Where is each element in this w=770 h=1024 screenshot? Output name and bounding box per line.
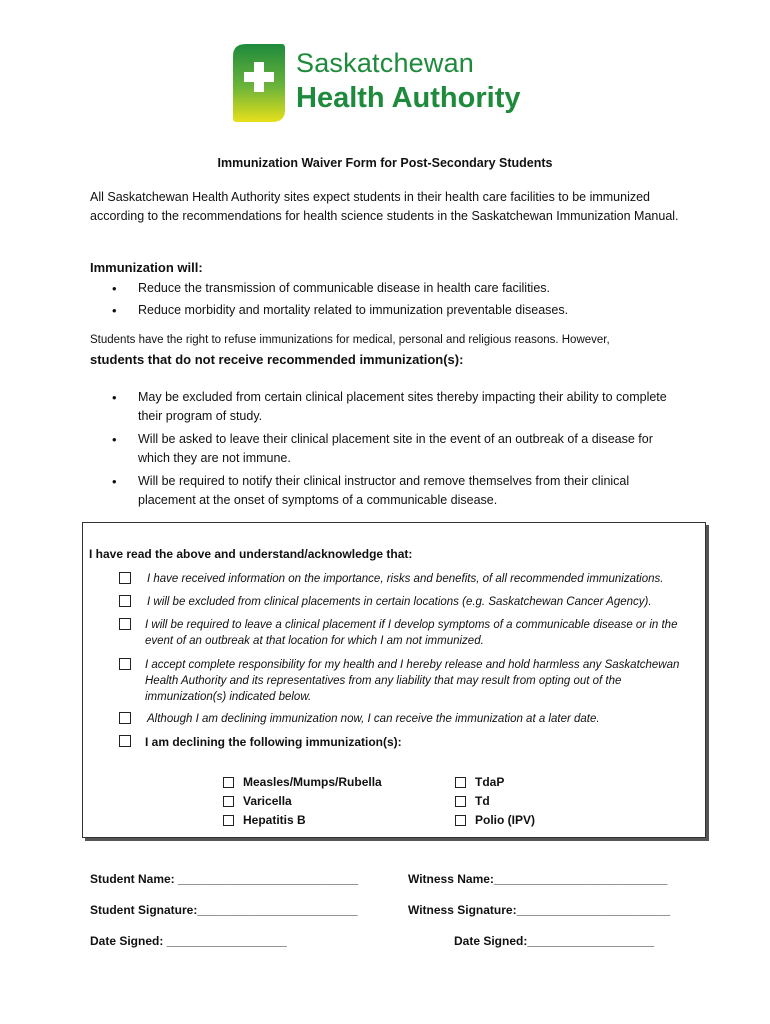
- immunization-checkbox-td[interactable]: [455, 796, 466, 807]
- ack-text: I will be required to leave a clinical placement if I develop symptoms of a communicable disease or in the event of an outbreak at that location for which I am not immunized.: [145, 619, 678, 647]
- sha-shield-cross-icon: [232, 42, 286, 124]
- witness-signature-field[interactable]: Witness Signature:_______________________: [408, 903, 671, 917]
- logo-text-health-authority: Health Authority: [296, 82, 521, 114]
- refusal-consequences-heading: students that do not receive recommended immunization(s):: [90, 352, 464, 367]
- list-item: • Reduce morbidity and mortality related to immunization preventable diseases.: [112, 301, 568, 320]
- witness-date-signed-field[interactable]: Date Signed:___________________: [454, 934, 655, 948]
- ack-text: I will be excluded from clinical placements in certain locations (e.g. Saskatchewan Cancer Agency).: [147, 596, 652, 608]
- immunization-label: Varicella: [243, 794, 292, 808]
- witness-name-field[interactable]: Witness Name:__________________________: [408, 872, 668, 886]
- immunization-options-left: [223, 773, 382, 830]
- immunization-option-tdap: [455, 773, 535, 792]
- immunization-checkbox-polio[interactable]: [455, 815, 466, 826]
- ack-text: Although I am declining immunization now, I can receive the immunization at a later date.: [147, 713, 600, 725]
- immunization-option-td: [455, 792, 535, 811]
- intro-paragraph: All Saskatchewan Health Authority sites expect students in their health care facilities to be immunized according to the recommendations for health science students in the Saskatchewan Immunization Manual.: [90, 190, 679, 223]
- ack-checkbox-responsibility[interactable]: [119, 658, 131, 670]
- list-item: • Will be asked to leave their clinical placement site in the event of an outbreak of a disease for which they are not immune.: [112, 430, 672, 468]
- ack-checkbox-excluded[interactable]: [119, 595, 131, 607]
- student-name-field[interactable]: Student Name: ___________________________: [90, 872, 359, 886]
- immunization-option-varicella: [223, 792, 382, 811]
- immunization-label: Td: [475, 794, 490, 808]
- immunization-checkbox-hepatitis-b[interactable]: [223, 815, 234, 826]
- student-signature-field[interactable]: Student Signature:________________________: [90, 903, 358, 917]
- acknowledgement-box: [82, 522, 706, 838]
- immunization-label: Hepatitis B: [243, 813, 306, 827]
- refusal-rights-text: Students have the right to refuse immunizations for medical, personal and religious reasons. However,: [90, 334, 610, 346]
- sha-logo: [232, 42, 532, 128]
- logo-text-saskatchewan: Saskatchewan: [296, 48, 475, 78]
- ack-text: I am declining the following immunization(s):: [145, 735, 402, 749]
- list-item: • Will be required to notify their clinical instructor and remove themselves from their clinical placement at the onset of symptoms of a communicable disease.: [112, 472, 672, 510]
- immunization-option-hepatitis-b: [223, 811, 382, 830]
- list-item: • Reduce the transmission of communicable disease in health care facilities.: [112, 279, 568, 298]
- immunization-will-heading: Immunization will:: [90, 260, 203, 275]
- refusal-consequences-list: [112, 388, 672, 514]
- immunization-option-polio: [455, 811, 535, 830]
- immunization-checkbox-mmr[interactable]: [223, 777, 234, 788]
- ack-text: I have received information on the importance, risks and benefits, of all recommended immunizations.: [147, 573, 664, 585]
- immunization-label: TdaP: [475, 775, 505, 789]
- student-date-signed-field[interactable]: Date Signed: __________________: [90, 934, 287, 948]
- immunization-option-mmr: [223, 773, 382, 792]
- ack-checkbox-declining[interactable]: [119, 735, 131, 747]
- immunization-checkbox-tdap[interactable]: [455, 777, 466, 788]
- immunization-label: Polio (IPV): [475, 813, 535, 827]
- immunization-label: Measles/Mumps/Rubella: [243, 775, 382, 789]
- immunization-options-right: [455, 773, 535, 830]
- ack-checkbox-leave-placement[interactable]: [119, 618, 131, 630]
- ack-checkbox-information[interactable]: [119, 572, 131, 584]
- acknowledgement-heading: I have read the above and understand/acknowledge that:: [89, 547, 413, 561]
- ack-checkbox-later-date[interactable]: [119, 712, 131, 724]
- ack-text: I accept complete responsibility for my health and I hereby release and hold harmless any Saskatchewan Health Authority and its representatives from any liability that may result from opting out of the immunization(s) indicated below.: [145, 659, 680, 703]
- immunization-checkbox-varicella[interactable]: [223, 796, 234, 807]
- immunization-benefits-list: [112, 279, 568, 320]
- form-title: Immunization Waiver Form for Post-Secondary Students: [217, 156, 553, 170]
- list-item: • May be excluded from certain clinical placement sites thereby impacting their ability to complete their program of study.: [112, 388, 672, 426]
